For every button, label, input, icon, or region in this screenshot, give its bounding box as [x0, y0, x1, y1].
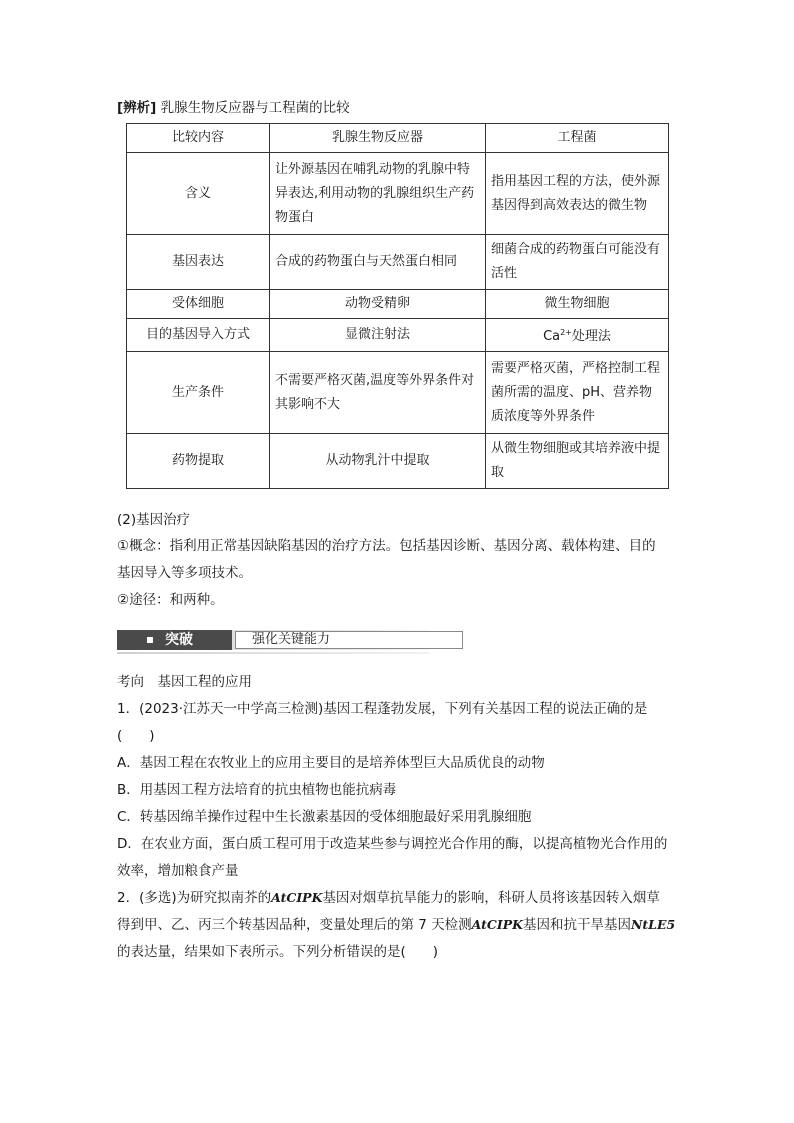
bioreactor-cell: 动物受精卵: [270, 290, 486, 319]
row-label: 生产条件: [127, 352, 270, 434]
engineered-bacteria-cell: 需要严格灭菌，严格控制工程菌所需的温度、pH、营养物质浓度等外界条件: [486, 352, 669, 434]
row-label: 含义: [127, 153, 270, 235]
engineered-bacteria-cell: 指用基因工程的方法，使外源基因得到高效表达的微生物: [486, 153, 669, 235]
bioreactor-cell: 从动物乳汁中提取: [270, 434, 486, 489]
q2-text: 基因对烟草抗旱能力的影响，科研人员将该基因转入烟草: [322, 890, 660, 906]
bioreactor-cell: 不需要严格灭菌,温度等外界条件对其影响不大: [270, 352, 486, 434]
ion-symbol: Ca: [543, 329, 561, 344]
q2-line-1: [117, 885, 660, 911]
table-row: [127, 153, 669, 235]
section-banner: [117, 630, 430, 650]
q2-text: 基因和抗干旱基因: [522, 917, 631, 933]
table-row: [127, 235, 669, 290]
engineered-bacteria-cell: 微生物细胞: [486, 290, 669, 319]
q1-stem: 1．(2023·江苏天一中学高三检测)基因工程蓬勃发展，下列有关基因工程的说法正确的是: [117, 701, 648, 717]
gene-name: AtCIPK: [471, 917, 523, 932]
table-row: [127, 352, 669, 434]
gene-therapy-title: (2)基因治疗: [117, 512, 191, 528]
square-bullet-icon: [147, 637, 153, 643]
bioreactor-cell: 显微注射法: [270, 319, 486, 352]
row-label: 受体细胞: [127, 290, 270, 319]
q1-option-a: A．基因工程在农牧业上的应用主要目的是培养体型巨大品质优良的动物: [117, 755, 545, 771]
banner-label: 突破: [165, 632, 193, 648]
table-header-cell: 工程菌: [486, 124, 669, 153]
section-title: 乳腺生物反应器与工程菌的比较: [160, 100, 350, 116]
bioreactor-cell: 让外源基因在哺乳动物的乳腺中特异表达,利用动物的乳腺组织生产药物蛋白: [270, 153, 486, 235]
table-header-row: [127, 124, 669, 153]
table-row: [127, 434, 669, 489]
bioreactor-cell: 合成的药物蛋白与天然蛋白相同: [270, 235, 486, 290]
row-label: 基因表达: [127, 235, 270, 290]
q1-option-c: C．转基因绵羊操作过程中生长激素基因的受体细胞最好采用乳腺细胞: [117, 809, 532, 825]
q2-text: 2．(多选)为研究拟南芥的: [117, 890, 272, 906]
q1-answer-paren: ( ): [117, 728, 155, 744]
q2-text: 得到甲、乙、丙三个转基因品种，变量处理后的第 7 天检测: [117, 917, 472, 933]
gene-name: NtLE5: [630, 917, 676, 932]
banner-underline: [117, 652, 430, 654]
ion-charge: 2+: [560, 328, 572, 337]
row-label: 目的基因导入方式: [127, 319, 270, 352]
table-header-cell: 比较内容: [127, 124, 270, 153]
section-heading: [117, 96, 350, 116]
engineered-bacteria-cell: 细菌合成的药物蛋白可能没有活性: [486, 235, 669, 290]
banner-subtitle-box: [235, 631, 463, 649]
comparison-table: [126, 123, 669, 489]
gene-name: AtCIPK: [271, 890, 323, 905]
table-row: [127, 319, 669, 352]
q2-line-3: 的表达量，结果如下表所示。下列分析错误的是( ): [117, 944, 439, 960]
row-label: 药物提取: [127, 434, 270, 489]
route-line: ②途径：和两种。: [117, 592, 224, 608]
q1-option-d-line1: D．在农业方面，蛋白质工程可用于改造某些参与调控光合作用的酶，以提高植物光合作用的: [117, 836, 668, 852]
table-row: [127, 290, 669, 319]
q2-line-2: [117, 912, 675, 938]
banner-subtitle: 强化关键能力: [252, 632, 331, 647]
engineered-bacteria-cell: 从微生物细胞或其培养液中提取: [486, 434, 669, 489]
q1-option-d-line2: 效率，增加粮食产量: [117, 863, 239, 879]
q1-option-b: B．用基因工程方法培育的抗虫植物也能抗病毒: [117, 782, 397, 798]
concept-line-1: ①概念：指利用正常基因缺陷基因的治疗方法。包括基因诊断、基因分离、载体构建、目的: [117, 538, 656, 554]
question-direction: 考向 基因工程的应用: [117, 674, 252, 690]
engineered-bacteria-cell: [486, 319, 669, 352]
concept-line-2: 基因导入等多项技术。: [117, 565, 252, 581]
method-text: 处理法: [571, 329, 611, 344]
banner-label-block: [117, 630, 232, 650]
table-header-cell: 乳腺生物反应器: [270, 124, 486, 153]
section-tag: [辨析]: [117, 100, 157, 116]
